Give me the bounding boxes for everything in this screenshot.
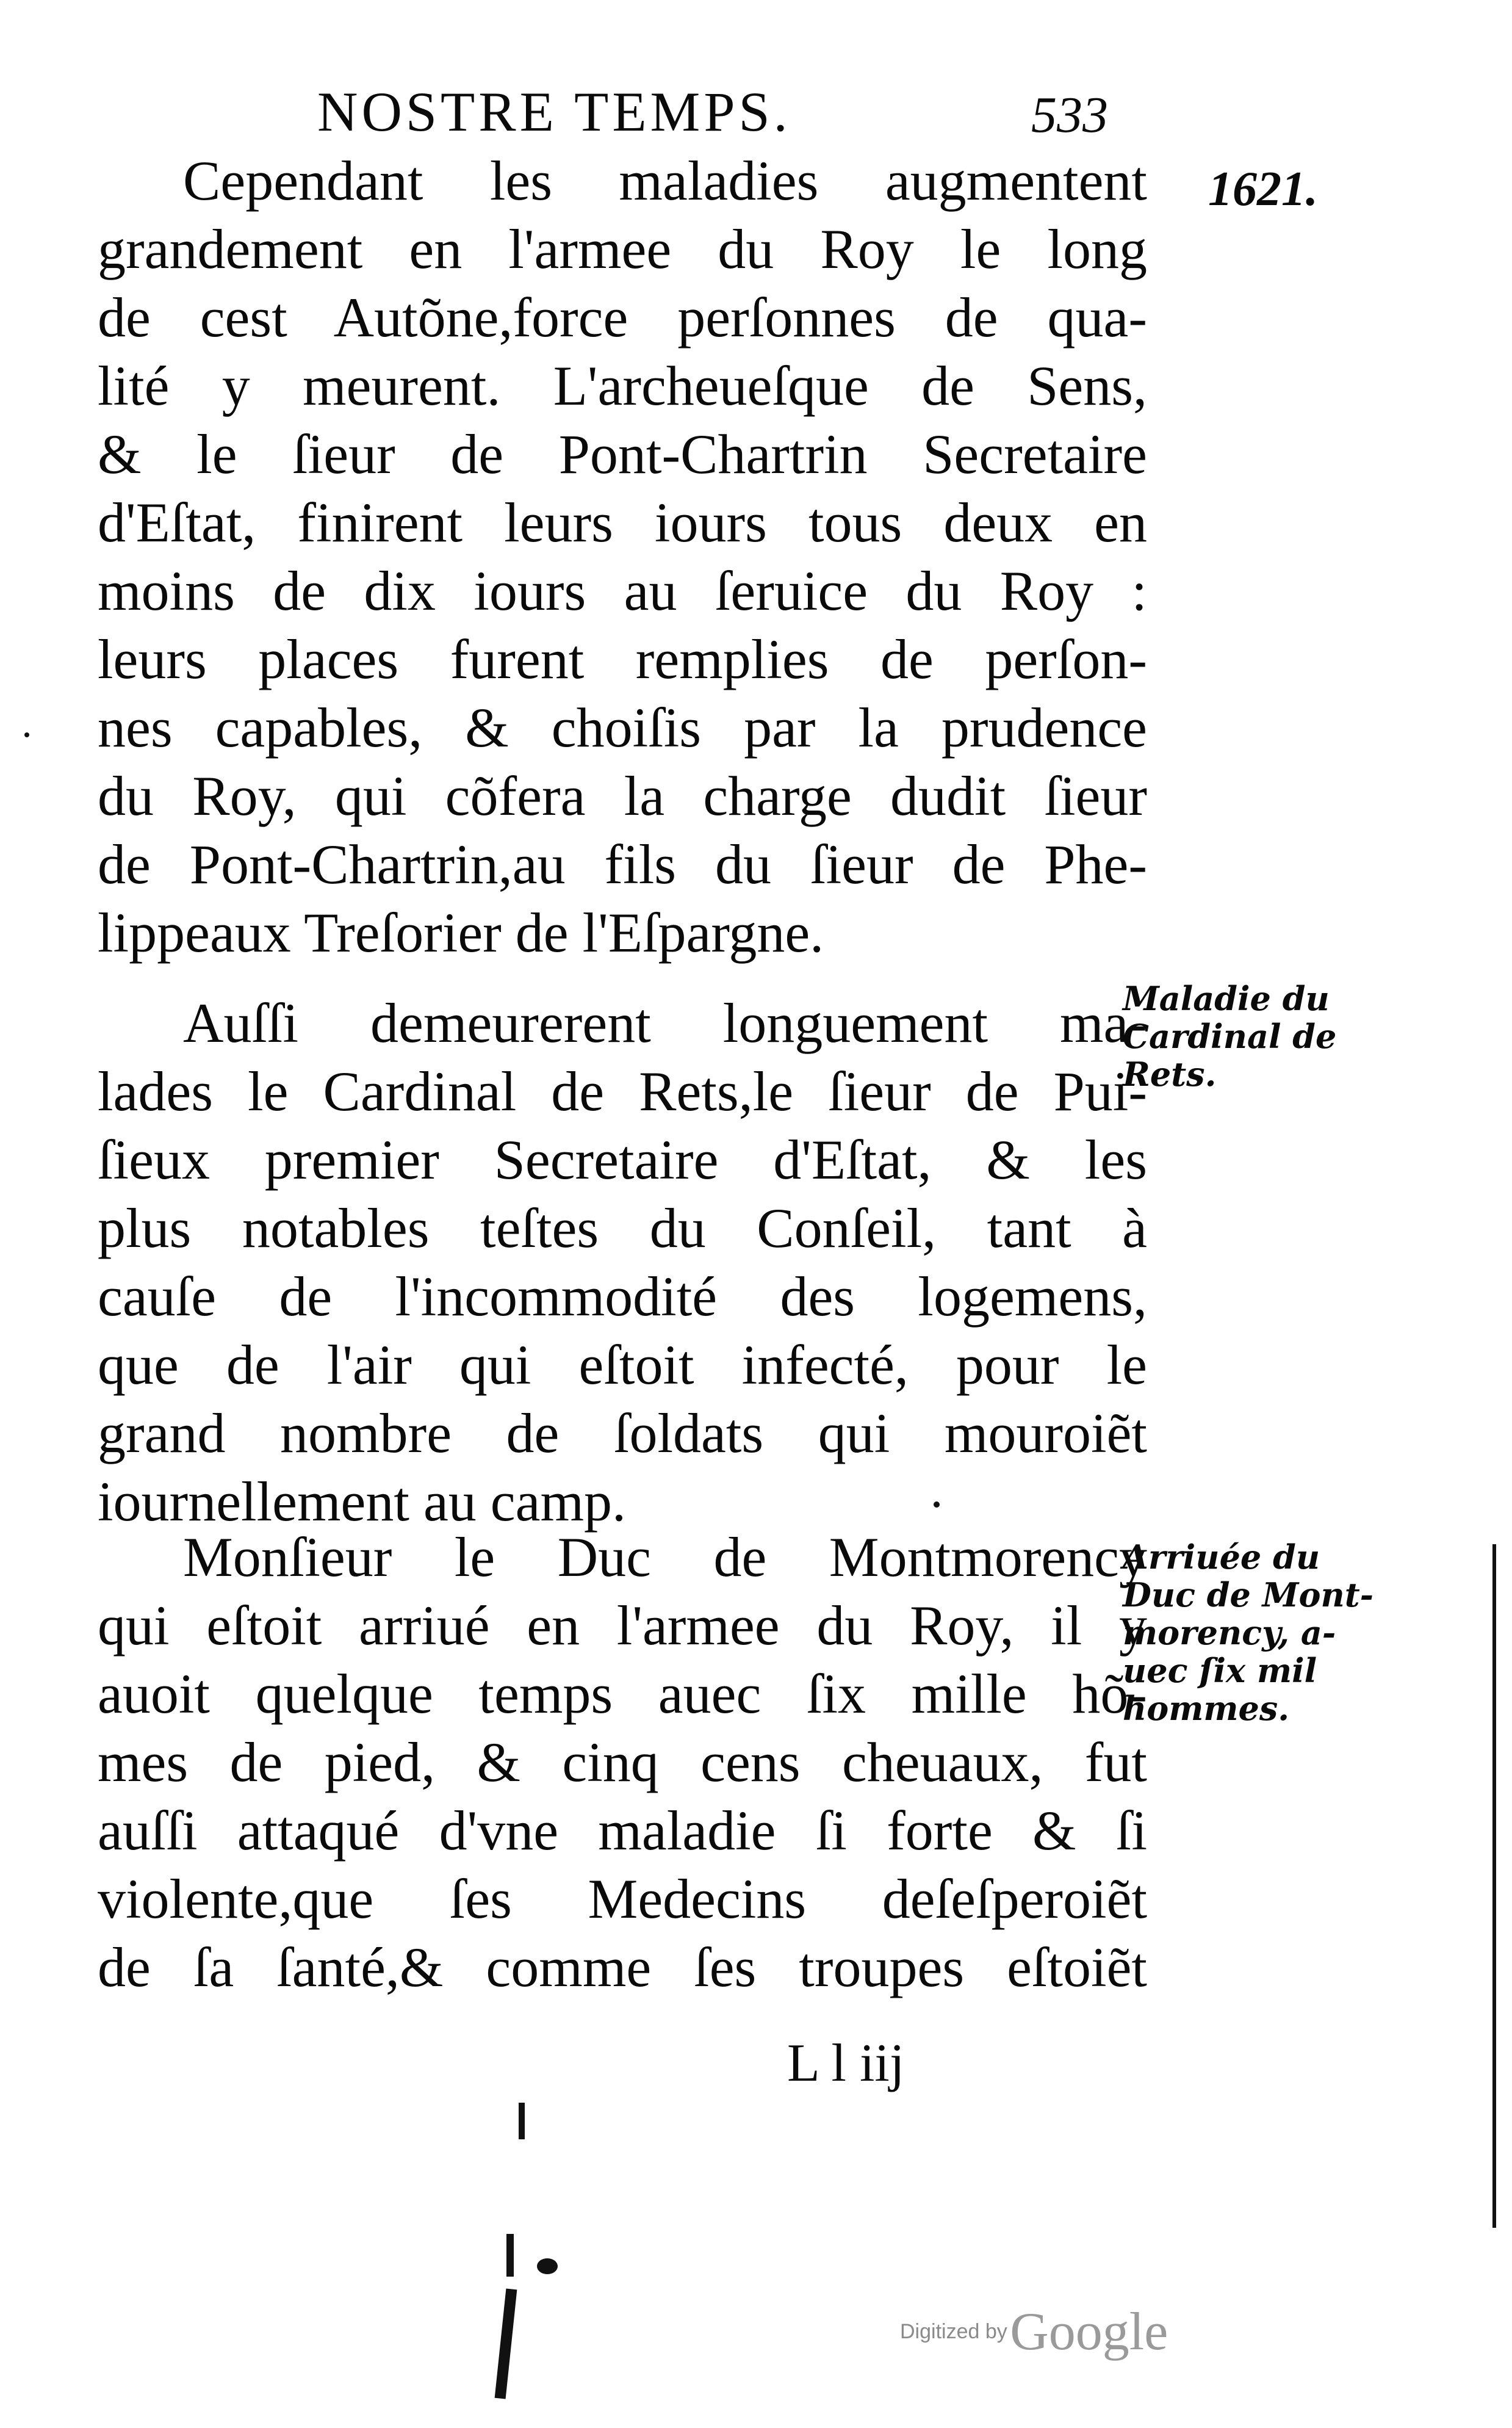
paragraph-3 (98, 1523, 1147, 2001)
ink-blot (537, 2258, 558, 2274)
text-line: auoit quelque temps auec ſix mille hõ- (98, 1663, 1147, 1725)
ink-blot (506, 2234, 514, 2277)
text-line: lippeaux Treſorier de l'Eſpargne. (98, 901, 824, 964)
text-line: qui eſtoit arriué en l'armee du Roy, il y (98, 1594, 1147, 1657)
text-line: de cest Autõne,force perſonnes de qua- (98, 286, 1147, 349)
text-line: cauſe de l'incommodité des logemens, (98, 1265, 1147, 1328)
ink-blot (934, 1501, 940, 1508)
text-line: grand nombre de ſoldats qui mouroiẽt (98, 1402, 1147, 1464)
text-line: d'Eſtat, finirent leurs iours tous deux en (98, 491, 1147, 554)
marginal-line: Maladie du (1123, 979, 1330, 1018)
marginal-line: Duc de Mont- (1123, 1575, 1374, 1614)
text-line: iournellement au camp. (98, 1470, 627, 1533)
text-line: Cependant les maladies augmentent (183, 150, 1147, 212)
text-line: violente,que ſes Medecins deſeſperoiẽt (98, 1868, 1147, 1930)
scan-edge-rule (1492, 1544, 1496, 2228)
text-line: lité y meurent. L'archeueſque de Sens, (98, 355, 1147, 417)
text-line: auſſi attaqué d'vne maladie ſi forte & ſi (98, 1799, 1147, 1862)
text-line: mes de pied, & cinq cens cheuaux, fut (98, 1731, 1147, 1793)
text-line: moins de dix iours au ſeruice du Roy : (98, 560, 1147, 622)
marginal-line: Cardinal de (1123, 1017, 1337, 1056)
text-line: que de l'air qui eſtoit infecté, pour le (98, 1334, 1147, 1396)
marginal-note-montmorency (1123, 1538, 1379, 1727)
signature-mark: L l iij (787, 2034, 905, 2093)
digitized-watermark (900, 2301, 1168, 2363)
marginal-note-cardinal (1123, 980, 1379, 1093)
marginal-line: Rets. (1123, 1055, 1217, 1094)
text-line: plus notables teſtes du Conſeil, tant à (98, 1197, 1147, 1259)
running-title: NOSTRE TEMPS. (317, 81, 791, 143)
ink-blot (495, 2289, 517, 2399)
text-line: Auſſi demeurerent longuement ma- (183, 992, 1147, 1054)
marginal-line: uec ſix mil (1123, 1651, 1317, 1690)
paragraph-1 (98, 146, 1147, 967)
marginal-line: hommes. (1123, 1689, 1290, 1728)
text-line: nes capables, & choiſis par la prudence (98, 696, 1147, 759)
text-line: & le ſieur de Pont-Chartrin Secretaire (98, 423, 1147, 485)
watermark-text: Digitized by (900, 2320, 1007, 2343)
text-line: Monſieur le Duc de Montmorency (183, 1526, 1147, 1588)
text-line: lades le Cardinal de Rets,le ſieur de Pui- (98, 1060, 1147, 1122)
text-line: du Roy, qui cõfera la charge dudit ſieur (98, 765, 1147, 827)
marginal-line: morency, a- (1123, 1613, 1336, 1652)
ink-blot (24, 732, 29, 737)
text-line: grandement en l'armee du Roy le long (98, 218, 1147, 280)
ink-blot (519, 2103, 525, 2139)
year-marginal: 1621. (1208, 162, 1318, 216)
paragraph-2 (98, 989, 1147, 1536)
page-number: 533 (1031, 87, 1108, 143)
google-logo: Google (1010, 2302, 1168, 2361)
marginal-line: Arriuée du (1123, 1537, 1320, 1577)
text-line: de ſa ſanté,& comme ſes troupes eſtoiẽt (98, 1936, 1147, 1998)
text-line: ſieux premier Secretaire d'Eſtat, & les (98, 1129, 1147, 1191)
text-line: de Pont-Chartrin,au fils du ſieur de Phe- (98, 833, 1147, 895)
text-line: leurs places furent remplies de perſon- (98, 628, 1147, 690)
